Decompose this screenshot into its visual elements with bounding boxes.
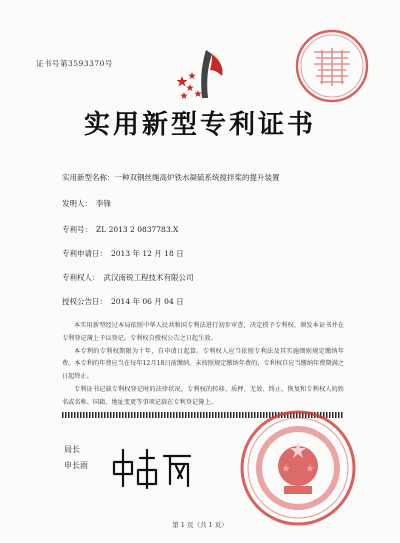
certificate-number: 证书号第3593370号 xyxy=(36,59,113,68)
handwritten-signature-icon xyxy=(106,440,196,490)
page-footer: 第 1 页（共 1 页） xyxy=(172,521,228,529)
patentee-label: 专利权人： xyxy=(62,273,100,282)
inventor-value: 李锋 xyxy=(96,199,111,208)
grant-date-value: 2014 年 06 月 04 日 xyxy=(111,297,184,306)
emblem-swoosh-dark xyxy=(201,50,212,98)
certificate-body-text xyxy=(62,320,344,410)
patent-number-value: ZL 2013 2 0837783.X xyxy=(96,225,179,234)
filing-date-label: 专利申请日： xyxy=(62,249,107,258)
grant-date-label: 授权公告日： xyxy=(62,297,107,306)
inventor-label: 发明人： xyxy=(62,199,92,208)
grant-date-row xyxy=(62,296,184,307)
patentee-row xyxy=(62,272,194,283)
body-paragraph-3: 专利证书记载专利权登记时的法律状况。专利权的转移、质押、无效、终止、恢复和专利权人的姓名或名称、国籍、地址变更等事项记载在专利登记簿上。 xyxy=(62,385,344,406)
national-emblem-seal-icon xyxy=(236,406,360,530)
signer-name: 申长雨 xyxy=(64,461,88,470)
filing-date-row xyxy=(62,248,184,259)
patent-number-label: 专利号： xyxy=(62,225,92,234)
patentee-value: 武汉南锐工程技术有限公司 xyxy=(103,273,194,282)
signer-title: 局长 xyxy=(64,445,80,454)
utility-model-name-value: 一种双钢丝绳高炉铁水凝硫系统搅拌桨的提升装置 xyxy=(114,173,280,182)
utility-model-name-label: 实用新型名称： xyxy=(62,173,115,182)
patent-number-row xyxy=(62,224,178,235)
cnipa-emblem-icon xyxy=(172,46,234,104)
emblem-stars xyxy=(177,72,202,99)
emblem-swoosh-red xyxy=(210,54,223,76)
red-seal-icon xyxy=(292,26,372,106)
certificate-title: 实用新型专利证书 xyxy=(83,110,316,140)
body-paragraph-1: 本实用新型经过本局依照中华人民共和国专利法进行初步审查，决定授予专利权，颁发本证书并在专利登记簿上予以登记。专利权自授权公告之日起生效。 xyxy=(62,322,344,342)
filing-date-value: 2013 年 12 月 18 日 xyxy=(111,249,184,258)
inventor-row xyxy=(62,198,111,209)
body-paragraph-2: 本专利的专利权期限为十年，自申请日起算。专利权人应当依照专利法及其实施细则规定缴纳年费。本专利的年费应当在每年12月18日前缴纳。未按照规定缴纳年费的，专利权自应当缴纳年费期满之日起终止。 xyxy=(62,347,344,381)
utility-model-name-row xyxy=(62,172,280,183)
